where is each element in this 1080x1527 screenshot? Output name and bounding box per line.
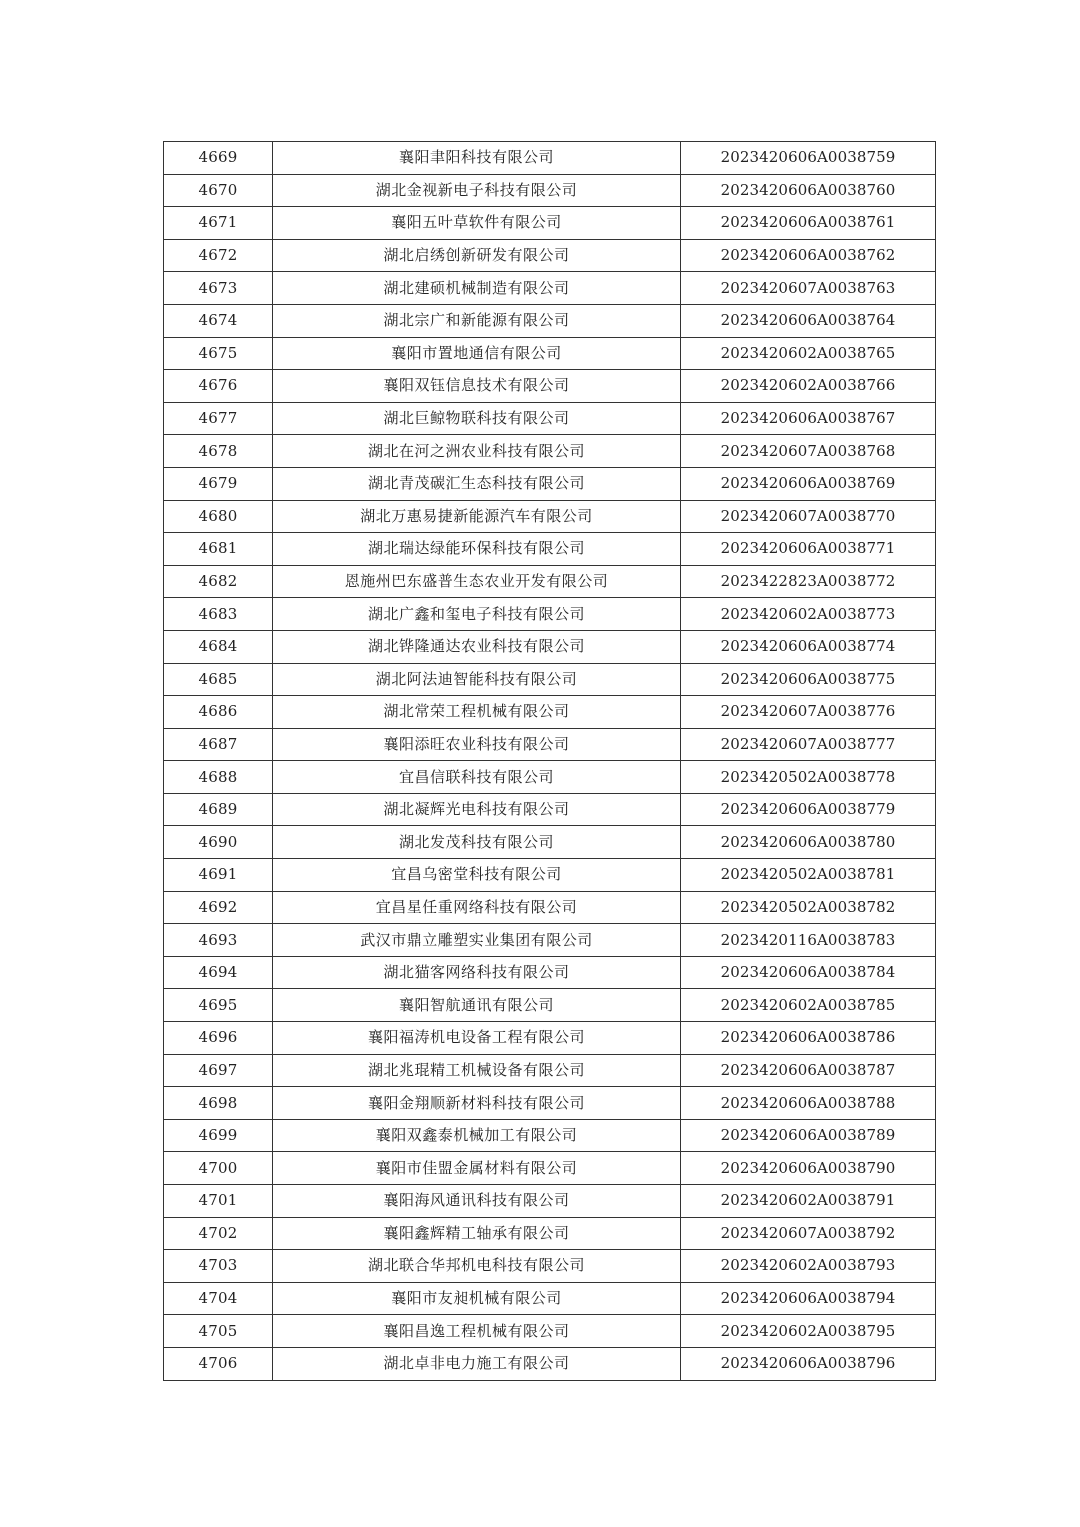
company-name: 宜昌乌密堂科技有限公司 xyxy=(273,859,681,892)
table-row xyxy=(164,598,936,631)
company-name: 宜昌信联科技有限公司 xyxy=(273,761,681,794)
table-row xyxy=(164,370,936,403)
table-row xyxy=(164,891,936,924)
company-registry-table xyxy=(163,141,936,1381)
registration-code: 2023420502A0038781 xyxy=(681,859,936,892)
company-name: 襄阳金翔顺新材料科技有限公司 xyxy=(273,1087,681,1120)
registration-code: 2023420607A0038777 xyxy=(681,728,936,761)
company-name: 湖北常荣工程机械有限公司 xyxy=(273,696,681,729)
company-name: 湖北瑞达绿能环保科技有限公司 xyxy=(273,533,681,566)
company-name: 湖北金视新电子科技有限公司 xyxy=(273,174,681,207)
table-row xyxy=(164,1315,936,1348)
registration-code: 2023420607A0038792 xyxy=(681,1217,936,1250)
registration-code: 2023420606A0038789 xyxy=(681,1119,936,1152)
table-row xyxy=(164,239,936,272)
row-number: 4691 xyxy=(164,859,273,892)
table-row xyxy=(164,272,936,305)
company-name: 湖北兆琨精工机械设备有限公司 xyxy=(273,1054,681,1087)
row-number: 4688 xyxy=(164,761,273,794)
row-number: 4681 xyxy=(164,533,273,566)
row-number: 4679 xyxy=(164,467,273,500)
row-number: 4697 xyxy=(164,1054,273,1087)
registration-code: 2023420606A0038771 xyxy=(681,533,936,566)
table-row xyxy=(164,1185,936,1218)
company-name: 襄阳双钰信息技术有限公司 xyxy=(273,370,681,403)
row-number: 4675 xyxy=(164,337,273,370)
row-number: 4695 xyxy=(164,989,273,1022)
registration-code: 2023420606A0038767 xyxy=(681,402,936,435)
registration-code: 2023420606A0038764 xyxy=(681,304,936,337)
table-row xyxy=(164,1250,936,1283)
company-name: 恩施州巴东盛普生态农业开发有限公司 xyxy=(273,565,681,598)
company-name: 湖北宗广和新能源有限公司 xyxy=(273,304,681,337)
row-number: 4673 xyxy=(164,272,273,305)
company-name: 襄阳五叶草软件有限公司 xyxy=(273,207,681,240)
registration-code: 2023420116A0038783 xyxy=(681,924,936,957)
row-number: 4694 xyxy=(164,956,273,989)
row-number: 4696 xyxy=(164,1022,273,1055)
table-row xyxy=(164,304,936,337)
company-name: 襄阳福涛机电设备工程有限公司 xyxy=(273,1022,681,1055)
registration-code: 2023420602A0038766 xyxy=(681,370,936,403)
table-row xyxy=(164,989,936,1022)
company-name: 襄阳市友昶机械有限公司 xyxy=(273,1282,681,1315)
row-number: 4671 xyxy=(164,207,273,240)
table-row xyxy=(164,956,936,989)
table-row xyxy=(164,859,936,892)
registration-code: 2023420606A0038759 xyxy=(681,142,936,175)
company-name: 湖北阿法迪智能科技有限公司 xyxy=(273,663,681,696)
company-name: 湖北青茂碳汇生态科技有限公司 xyxy=(273,467,681,500)
registration-code: 2023420502A0038782 xyxy=(681,891,936,924)
table-row xyxy=(164,1087,936,1120)
row-number: 4683 xyxy=(164,598,273,631)
registration-code: 2023422823A0038772 xyxy=(681,565,936,598)
table-row xyxy=(164,1054,936,1087)
row-number: 4680 xyxy=(164,500,273,533)
table-row xyxy=(164,924,936,957)
table-row xyxy=(164,1347,936,1380)
table-row xyxy=(164,207,936,240)
registration-code: 2023420606A0038779 xyxy=(681,793,936,826)
row-number: 4692 xyxy=(164,891,273,924)
row-number: 4689 xyxy=(164,793,273,826)
row-number: 4690 xyxy=(164,826,273,859)
row-number: 4676 xyxy=(164,370,273,403)
row-number: 4698 xyxy=(164,1087,273,1120)
registration-code: 2023420602A0038791 xyxy=(681,1185,936,1218)
registration-code: 2023420602A0038785 xyxy=(681,989,936,1022)
registration-code: 2023420502A0038778 xyxy=(681,761,936,794)
company-name: 湖北凝辉光电科技有限公司 xyxy=(273,793,681,826)
registration-code: 2023420606A0038761 xyxy=(681,207,936,240)
company-name: 湖北广鑫和玺电子科技有限公司 xyxy=(273,598,681,631)
company-name: 襄阳海风通讯科技有限公司 xyxy=(273,1185,681,1218)
table-row xyxy=(164,696,936,729)
table-row xyxy=(164,402,936,435)
registration-code: 2023420607A0038770 xyxy=(681,500,936,533)
company-name: 襄阳智航通讯有限公司 xyxy=(273,989,681,1022)
registration-code: 2023420602A0038773 xyxy=(681,598,936,631)
registration-code: 2023420606A0038760 xyxy=(681,174,936,207)
table-row xyxy=(164,435,936,468)
registration-code: 2023420606A0038796 xyxy=(681,1347,936,1380)
table-row xyxy=(164,728,936,761)
registration-code: 2023420606A0038790 xyxy=(681,1152,936,1185)
company-name: 湖北万惠易捷新能源汽车有限公司 xyxy=(273,500,681,533)
company-name: 湖北建硕机械制造有限公司 xyxy=(273,272,681,305)
table-row xyxy=(164,1022,936,1055)
row-number: 4686 xyxy=(164,696,273,729)
table-row xyxy=(164,1119,936,1152)
registration-code: 2023420606A0038794 xyxy=(681,1282,936,1315)
row-number: 4693 xyxy=(164,924,273,957)
row-number: 4700 xyxy=(164,1152,273,1185)
registration-code: 2023420606A0038780 xyxy=(681,826,936,859)
registration-code: 2023420606A0038775 xyxy=(681,663,936,696)
row-number: 4699 xyxy=(164,1119,273,1152)
company-name: 湖北联合华邦机电科技有限公司 xyxy=(273,1250,681,1283)
row-number: 4670 xyxy=(164,174,273,207)
company-name: 湖北巨鲸物联科技有限公司 xyxy=(273,402,681,435)
row-number: 4684 xyxy=(164,630,273,663)
table-row xyxy=(164,1152,936,1185)
company-name: 襄阳聿阳科技有限公司 xyxy=(273,142,681,175)
table-row xyxy=(164,761,936,794)
registration-code: 2023420606A0038762 xyxy=(681,239,936,272)
row-number: 4687 xyxy=(164,728,273,761)
row-number: 4672 xyxy=(164,239,273,272)
company-name: 襄阳鑫辉精工轴承有限公司 xyxy=(273,1217,681,1250)
registration-code: 2023420606A0038769 xyxy=(681,467,936,500)
company-name: 武汉市鼎立雕塑实业集团有限公司 xyxy=(273,924,681,957)
registration-code: 2023420607A0038776 xyxy=(681,696,936,729)
table-row xyxy=(164,533,936,566)
company-name: 湖北猫客网络科技有限公司 xyxy=(273,956,681,989)
row-number: 4705 xyxy=(164,1315,273,1348)
row-number: 4669 xyxy=(164,142,273,175)
company-name: 襄阳市置地通信有限公司 xyxy=(273,337,681,370)
table-row xyxy=(164,565,936,598)
table-row xyxy=(164,174,936,207)
company-name: 湖北启绣创新研发有限公司 xyxy=(273,239,681,272)
table-row xyxy=(164,337,936,370)
row-number: 4678 xyxy=(164,435,273,468)
company-name: 宜昌星任重网络科技有限公司 xyxy=(273,891,681,924)
registration-code: 2023420606A0038774 xyxy=(681,630,936,663)
registration-code: 2023420607A0038768 xyxy=(681,435,936,468)
company-name: 湖北铧隆通达农业科技有限公司 xyxy=(273,630,681,663)
row-number: 4702 xyxy=(164,1217,273,1250)
table-row xyxy=(164,630,936,663)
company-name: 湖北卓非电力施工有限公司 xyxy=(273,1347,681,1380)
row-number: 4677 xyxy=(164,402,273,435)
table-row xyxy=(164,467,936,500)
company-name: 湖北发茂科技有限公司 xyxy=(273,826,681,859)
registration-code: 2023420606A0038786 xyxy=(681,1022,936,1055)
row-number: 4701 xyxy=(164,1185,273,1218)
table-row xyxy=(164,500,936,533)
company-name: 湖北在河之洲农业科技有限公司 xyxy=(273,435,681,468)
registration-code: 2023420606A0038784 xyxy=(681,956,936,989)
row-number: 4674 xyxy=(164,304,273,337)
table-row xyxy=(164,826,936,859)
table-row xyxy=(164,1282,936,1315)
company-name: 襄阳添旺农业科技有限公司 xyxy=(273,728,681,761)
registration-code: 2023420606A0038787 xyxy=(681,1054,936,1087)
table-row xyxy=(164,1217,936,1250)
table-row xyxy=(164,142,936,175)
registration-code: 2023420606A0038788 xyxy=(681,1087,936,1120)
company-name: 襄阳市佳盟金属材料有限公司 xyxy=(273,1152,681,1185)
row-number: 4685 xyxy=(164,663,273,696)
row-number: 4682 xyxy=(164,565,273,598)
table-row xyxy=(164,793,936,826)
table-row xyxy=(164,663,936,696)
row-number: 4704 xyxy=(164,1282,273,1315)
row-number: 4706 xyxy=(164,1347,273,1380)
company-name: 襄阳昌逸工程机械有限公司 xyxy=(273,1315,681,1348)
company-name: 襄阳双鑫泰机械加工有限公司 xyxy=(273,1119,681,1152)
registration-code: 2023420602A0038795 xyxy=(681,1315,936,1348)
registration-code: 2023420602A0038765 xyxy=(681,337,936,370)
registration-code: 2023420607A0038763 xyxy=(681,272,936,305)
registration-code: 2023420602A0038793 xyxy=(681,1250,936,1283)
row-number: 4703 xyxy=(164,1250,273,1283)
